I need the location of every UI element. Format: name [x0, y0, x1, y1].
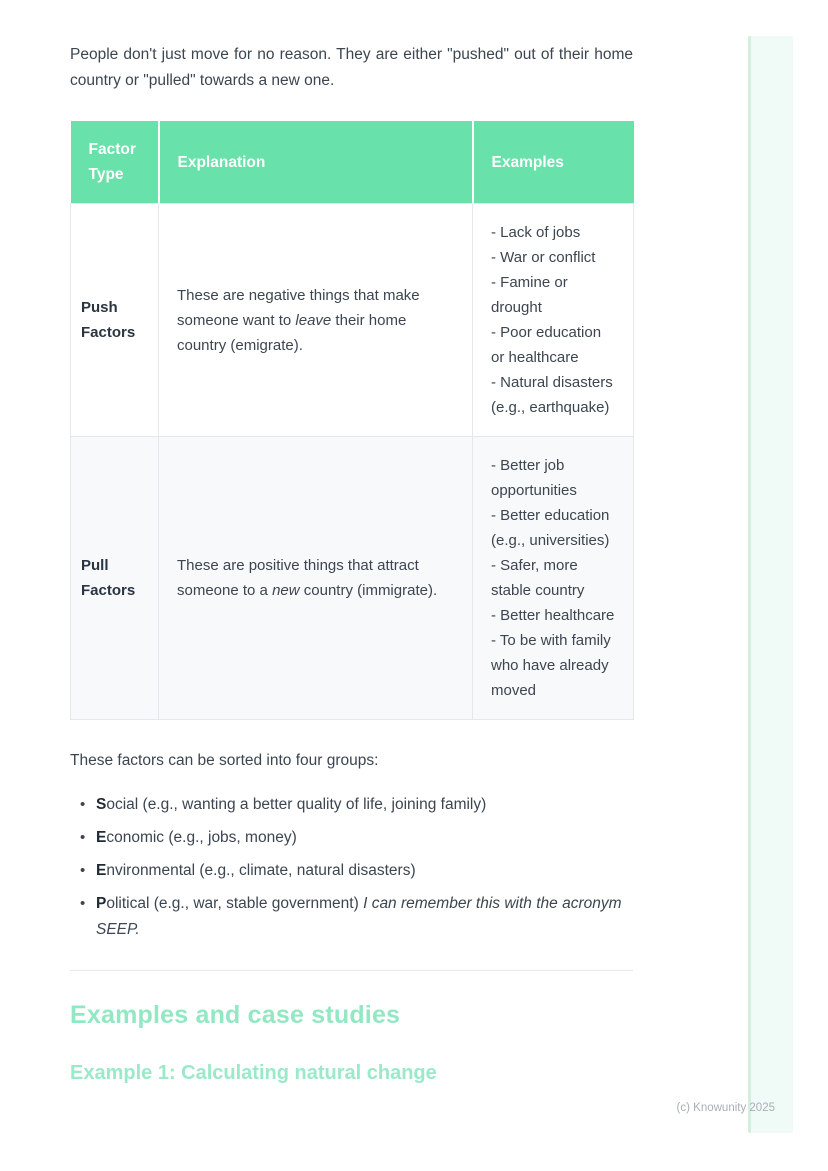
factor-groups-list [70, 792, 633, 943]
document-content [70, 0, 633, 1085]
item-rest: nvironmental (e.g., climate, natural disasters) [106, 862, 416, 879]
page-edge-highlight [748, 36, 793, 1133]
example-item: - Better job opportunities [491, 457, 577, 499]
list-item-social [70, 792, 633, 818]
list-item-economic [70, 825, 633, 851]
example-item: - Better healthcare [491, 607, 615, 624]
column-header-explanation: Explanation [159, 121, 473, 204]
example-item: - To be with family who have already moved [491, 632, 611, 699]
example-item: - Famine or drought [491, 274, 568, 316]
item-rest: ocial (e.g., wanting a better quality of life, joining family) [106, 796, 487, 813]
push-factors-explanation [159, 204, 473, 437]
intro-paragraph: People don't just move for no reason. They are either "pushed" out of their home country or "pulled" towards a new one. [70, 46, 633, 89]
bullet-icon: • [80, 895, 86, 912]
bullet-icon: • [80, 862, 86, 879]
example-item: - Better education (e.g., universities) [491, 507, 610, 549]
explanation-italic-word: new [272, 582, 300, 599]
explanation-italic-word: leave [295, 311, 332, 329]
example-item: - Safer, more stable country [491, 557, 585, 599]
bold-initial: E [96, 862, 107, 879]
list-item-text [96, 792, 633, 818]
groups-lead-text: These factors can be sorted into four groups: [70, 752, 379, 769]
example-subheading: Example 1: Calculating natural change [70, 1062, 437, 1084]
column-header-factor-type: Factor Type [71, 121, 159, 204]
bold-initial: S [96, 796, 107, 813]
table-row-pull-factors [71, 437, 634, 720]
item-rest: conomic (e.g., jobs, money) [106, 829, 297, 846]
bold-initial: P [96, 895, 107, 912]
bullet-icon: • [80, 796, 86, 813]
bold-initial: E [96, 829, 107, 846]
list-item-text [96, 825, 633, 851]
list-item-text [96, 891, 633, 943]
pull-factors-examples [473, 437, 634, 720]
item-rest: olitical (e.g., war, stable government) [106, 895, 364, 912]
column-header-examples: Examples [473, 121, 634, 204]
section-heading: Examples and case studies [70, 1001, 401, 1029]
push-factors-examples [473, 204, 634, 437]
item-italic: I can remember this with the acronym SEEP. [96, 895, 622, 938]
explanation-text: These are negative things that make someone want to [177, 286, 420, 329]
list-item-text [96, 858, 633, 884]
table-row-push-factors [71, 204, 634, 437]
pull-factors-explanation [159, 437, 473, 720]
example-item: - Natural disasters (e.g., earthquake) [491, 374, 613, 416]
list-item-political [70, 891, 633, 943]
list-item-environmental [70, 858, 633, 884]
explanation-text: their home country (emigrate). [177, 311, 407, 354]
bullet-icon: • [80, 829, 86, 846]
example-item: - War or conflict [491, 249, 596, 266]
section-divider [70, 970, 633, 971]
copyright-notice: (c) Knowunity 2025 [676, 1102, 775, 1114]
push-factors-label: Push Factors [71, 204, 159, 437]
table-header-row [71, 121, 634, 204]
pull-factors-label: Pull Factors [71, 437, 159, 720]
example-item: - Poor education or healthcare [491, 324, 602, 366]
push-pull-factors-table [70, 121, 634, 720]
explanation-text: These are positive things that attract someone to a [177, 557, 419, 599]
example-item: - Lack of jobs [491, 224, 581, 241]
explanation-text: country (immigrate). [299, 582, 438, 599]
